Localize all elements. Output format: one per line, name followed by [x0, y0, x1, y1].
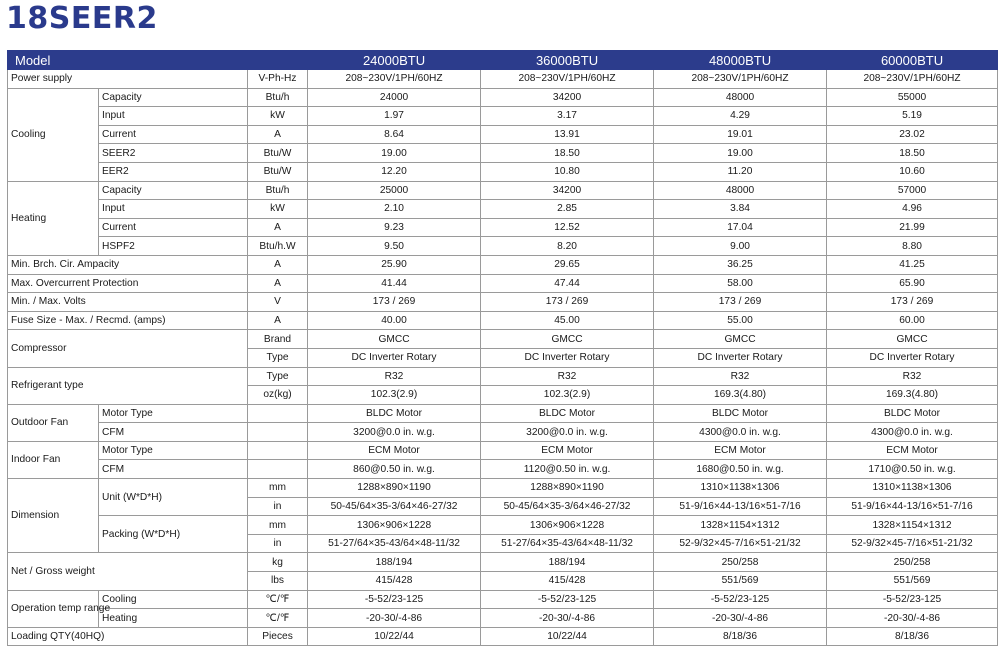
unit-cell: A	[248, 218, 308, 237]
model-column-header: 48000BTU	[654, 51, 827, 70]
row-sub-label: Current	[99, 125, 248, 144]
value-cell: 1288×890×1190	[481, 479, 654, 498]
value-cell: 41.44	[308, 274, 481, 293]
value-cell: 1.97	[308, 107, 481, 126]
table-row	[8, 88, 998, 107]
unit-cell: kg	[248, 553, 308, 572]
value-cell: 10/22/44	[481, 627, 654, 646]
value-cell: 23.02	[827, 125, 998, 144]
value-cell: R32	[308, 367, 481, 386]
value-cell: 29.65	[481, 255, 654, 274]
value-cell: 9.23	[308, 218, 481, 237]
row-sub-label: Cooling	[99, 590, 248, 609]
unit-cell: Btu/h	[248, 88, 308, 107]
value-cell: ECM Motor	[654, 441, 827, 460]
value-cell: 41.25	[827, 255, 998, 274]
value-cell: GMCC	[308, 330, 481, 349]
row-group-label: Min. / Max. Volts	[8, 293, 248, 312]
value-cell: -5-52/23-125	[827, 590, 998, 609]
value-cell: 173 / 269	[481, 293, 654, 312]
row-group-label: Power supply	[8, 70, 248, 89]
value-cell: 250/258	[654, 553, 827, 572]
value-cell: 860@0.50 in. w.g.	[308, 460, 481, 479]
unit-cell: ℃/℉	[248, 609, 308, 628]
table-row	[8, 330, 998, 349]
value-cell: 1288×890×1190	[308, 479, 481, 498]
value-cell: 4300@0.0 in. w.g.	[654, 423, 827, 442]
value-cell: 51-9/16×44-13/16×51-7/16	[654, 497, 827, 516]
value-cell: 51-27/64×35-43/64×48-11/32	[481, 534, 654, 553]
unit-cell: Brand	[248, 330, 308, 349]
row-sub-label: Input	[99, 107, 248, 126]
unit-cell: A	[248, 274, 308, 293]
table-row	[8, 200, 998, 219]
value-cell: BLDC Motor	[308, 404, 481, 423]
value-cell: 1680@0.50 in. w.g.	[654, 460, 827, 479]
unit-cell	[248, 441, 308, 460]
value-cell: 65.90	[827, 274, 998, 293]
value-cell: 188/194	[481, 553, 654, 572]
value-cell: 551/569	[654, 572, 827, 591]
value-cell: 52-9/32×45-7/16×51-21/32	[654, 534, 827, 553]
value-cell: R32	[481, 367, 654, 386]
unit-cell: in	[248, 497, 308, 516]
row-sub-label: Input	[99, 200, 248, 219]
unit-cell: mm	[248, 479, 308, 498]
model-column-header: 36000BTU	[481, 51, 654, 70]
value-cell: 169.3(4.80)	[654, 386, 827, 405]
value-cell: R32	[827, 367, 998, 386]
value-cell: 1306×906×1228	[481, 516, 654, 535]
unit-cell	[248, 460, 308, 479]
value-cell: 1710@0.50 in. w.g.	[827, 460, 998, 479]
value-cell: 173 / 269	[308, 293, 481, 312]
value-cell: 19.00	[308, 144, 481, 163]
unit-cell: Btu/W	[248, 162, 308, 181]
value-cell: R32	[654, 367, 827, 386]
value-cell: BLDC Motor	[654, 404, 827, 423]
model-column-header: 24000BTU	[308, 51, 481, 70]
table-row	[8, 404, 998, 423]
table-row	[8, 218, 998, 237]
row-group-label: Net / Gross weight	[8, 553, 248, 590]
value-cell: BLDC Motor	[827, 404, 998, 423]
row-sub-label: Motor Type	[99, 441, 248, 460]
value-cell: 5.19	[827, 107, 998, 126]
unit-cell: Type	[248, 367, 308, 386]
value-cell: 1310×1138×1306	[827, 479, 998, 498]
value-cell: 8.64	[308, 125, 481, 144]
value-cell: 8.20	[481, 237, 654, 256]
value-cell: 18.50	[827, 144, 998, 163]
unit-cell: V	[248, 293, 308, 312]
value-cell: 55.00	[654, 311, 827, 330]
value-cell: 8.80	[827, 237, 998, 256]
value-cell: 17.04	[654, 218, 827, 237]
table-row	[8, 311, 998, 330]
table-row	[8, 144, 998, 163]
value-cell: 173 / 269	[654, 293, 827, 312]
value-cell: 25000	[308, 181, 481, 200]
value-cell: 12.20	[308, 162, 481, 181]
row-group-label: Indoor Fan	[8, 441, 99, 478]
value-cell: 51-9/16×44-13/16×51-7/16	[827, 497, 998, 516]
value-cell: DC Inverter Rotary	[481, 348, 654, 367]
value-cell: 24000	[308, 88, 481, 107]
table-row	[8, 255, 998, 274]
value-cell: 18.50	[481, 144, 654, 163]
unit-cell	[248, 404, 308, 423]
value-cell: -20-30/-4-86	[481, 609, 654, 628]
unit-cell: A	[248, 311, 308, 330]
value-cell: 3.17	[481, 107, 654, 126]
value-cell: 102.3(2.9)	[481, 386, 654, 405]
value-cell: 57000	[827, 181, 998, 200]
unit-cell: ℃/℉	[248, 590, 308, 609]
value-cell: 1310×1138×1306	[654, 479, 827, 498]
value-cell: 3.84	[654, 200, 827, 219]
row-sub-label: Current	[99, 218, 248, 237]
row-group-label: Loading QTY(40HQ)	[8, 627, 248, 646]
value-cell: 34200	[481, 181, 654, 200]
value-cell: 208~230V/1PH/60HZ	[308, 70, 481, 89]
table-row	[8, 70, 998, 89]
unit-cell: A	[248, 125, 308, 144]
value-cell: 47.44	[481, 274, 654, 293]
table-row	[8, 460, 998, 479]
value-cell: -20-30/-4-86	[308, 609, 481, 628]
row-group-label: Max. Overcurrent Protection	[8, 274, 248, 293]
table-row	[8, 590, 998, 609]
value-cell: 415/428	[308, 572, 481, 591]
value-cell: 208~230V/1PH/60HZ	[481, 70, 654, 89]
row-sub-label: Capacity	[99, 181, 248, 200]
value-cell: 4.29	[654, 107, 827, 126]
row-group-label: Refrigerant type	[8, 367, 248, 404]
value-cell: 51-27/64×35-43/64×48-11/32	[308, 534, 481, 553]
spec-table	[7, 50, 998, 646]
unit-cell: Btu/h	[248, 181, 308, 200]
value-cell: 19.00	[654, 144, 827, 163]
value-cell: -5-52/23-125	[654, 590, 827, 609]
row-group-label: Cooling	[8, 88, 99, 181]
value-cell: 10.60	[827, 162, 998, 181]
value-cell: 10/22/44	[308, 627, 481, 646]
table-row	[8, 479, 998, 498]
row-sub-label: Unit (W*D*H)	[99, 479, 248, 516]
table-row	[8, 274, 998, 293]
row-sub-label: Heating	[99, 609, 248, 628]
value-cell: GMCC	[827, 330, 998, 349]
table-row	[8, 627, 998, 646]
value-cell: 48000	[654, 181, 827, 200]
table-row	[8, 107, 998, 126]
value-cell: 9.50	[308, 237, 481, 256]
row-sub-label: Motor Type	[99, 404, 248, 423]
value-cell: 34200	[481, 88, 654, 107]
value-cell: 58.00	[654, 274, 827, 293]
table-row	[8, 441, 998, 460]
value-cell: -20-30/-4-86	[654, 609, 827, 628]
value-cell: 4300@0.0 in. w.g.	[827, 423, 998, 442]
value-cell: 1306×906×1228	[308, 516, 481, 535]
value-cell: 11.20	[654, 162, 827, 181]
row-sub-label: CFM	[99, 460, 248, 479]
row-sub-label: Packing (W*D*H)	[99, 516, 248, 553]
row-group-label: Outdoor Fan	[8, 404, 99, 441]
row-group-label: Compressor	[8, 330, 248, 367]
row-sub-label: EER2	[99, 162, 248, 181]
unit-cell: mm	[248, 516, 308, 535]
model-column-header: 60000BTU	[827, 51, 998, 70]
unit-cell: Btu/W	[248, 144, 308, 163]
value-cell: 551/569	[827, 572, 998, 591]
value-cell: DC Inverter Rotary	[308, 348, 481, 367]
value-cell: 415/428	[481, 572, 654, 591]
row-group-label: Min. Brch. Cir. Ampacity	[8, 255, 248, 274]
unit-cell: oz(kg)	[248, 386, 308, 405]
header-row	[8, 51, 998, 70]
value-cell: ECM Motor	[308, 441, 481, 460]
value-cell: 48000	[654, 88, 827, 107]
value-cell: 1120@0.50 in. w.g.	[481, 460, 654, 479]
value-cell: 8/18/36	[827, 627, 998, 646]
unit-cell: Btu/h.W	[248, 237, 308, 256]
value-cell: 25.90	[308, 255, 481, 274]
value-cell: 3200@0.0 in. w.g.	[481, 423, 654, 442]
value-cell: 2.85	[481, 200, 654, 219]
value-cell: ECM Motor	[481, 441, 654, 460]
unit-cell: in	[248, 534, 308, 553]
row-sub-label: Capacity	[99, 88, 248, 107]
value-cell: -20-30/-4-86	[827, 609, 998, 628]
value-cell: 3200@0.0 in. w.g.	[308, 423, 481, 442]
value-cell: 8/18/36	[654, 627, 827, 646]
value-cell: 4.96	[827, 200, 998, 219]
row-group-label: Operation temp range	[8, 590, 99, 627]
value-cell: 1328×1154×1312	[827, 516, 998, 535]
value-cell: 102.3(2.9)	[308, 386, 481, 405]
value-cell: ECM Motor	[827, 441, 998, 460]
value-cell: 208~230V/1PH/60HZ	[654, 70, 827, 89]
value-cell: -5-52/23-125	[308, 590, 481, 609]
model-header: Model	[8, 51, 308, 70]
value-cell: 188/194	[308, 553, 481, 572]
table-row	[8, 423, 998, 442]
value-cell: GMCC	[654, 330, 827, 349]
value-cell: DC Inverter Rotary	[827, 348, 998, 367]
value-cell: 50-45/64×35-3/64×46-27/32	[308, 497, 481, 516]
value-cell: 9.00	[654, 237, 827, 256]
value-cell: 10.80	[481, 162, 654, 181]
value-cell: 2.10	[308, 200, 481, 219]
unit-cell: kW	[248, 200, 308, 219]
value-cell: 13.91	[481, 125, 654, 144]
table-row	[8, 237, 998, 256]
table-row	[8, 516, 998, 535]
table-row	[8, 293, 998, 312]
row-group-label: Heating	[8, 181, 99, 255]
value-cell: 55000	[827, 88, 998, 107]
value-cell: 19.01	[654, 125, 827, 144]
value-cell: 40.00	[308, 311, 481, 330]
value-cell: 12.52	[481, 218, 654, 237]
unit-cell: Pieces	[248, 627, 308, 646]
value-cell: 208~230V/1PH/60HZ	[827, 70, 998, 89]
row-group-label: Fuse Size - Max. / Recmd. (amps)	[8, 311, 248, 330]
value-cell: 173 / 269	[827, 293, 998, 312]
table-row	[8, 162, 998, 181]
value-cell: -5-52/23-125	[481, 590, 654, 609]
spec-table-body	[8, 70, 998, 646]
unit-cell: Type	[248, 348, 308, 367]
value-cell: 21.99	[827, 218, 998, 237]
table-row	[8, 125, 998, 144]
table-row	[8, 181, 998, 200]
row-group-label: Dimension	[8, 479, 99, 553]
value-cell: BLDC Motor	[481, 404, 654, 423]
unit-cell: lbs	[248, 572, 308, 591]
value-cell: 45.00	[481, 311, 654, 330]
value-cell: 36.25	[654, 255, 827, 274]
table-row	[8, 553, 998, 572]
table-row	[8, 367, 998, 386]
value-cell: DC Inverter Rotary	[654, 348, 827, 367]
unit-cell: kW	[248, 107, 308, 126]
value-cell: GMCC	[481, 330, 654, 349]
page-title: 18SEER2	[6, 1, 158, 36]
table-row	[8, 609, 998, 628]
row-sub-label: HSPF2	[99, 237, 248, 256]
value-cell: 50-45/64×35-3/64×46-27/32	[481, 497, 654, 516]
value-cell: 250/258	[827, 553, 998, 572]
row-sub-label: SEER2	[99, 144, 248, 163]
row-sub-label: CFM	[99, 423, 248, 442]
value-cell: 60.00	[827, 311, 998, 330]
unit-cell: V-Ph-Hz	[248, 70, 308, 89]
unit-cell: A	[248, 255, 308, 274]
value-cell: 1328×1154×1312	[654, 516, 827, 535]
unit-cell	[248, 423, 308, 442]
value-cell: 52-9/32×45-7/16×51-21/32	[827, 534, 998, 553]
value-cell: 169.3(4.80)	[827, 386, 998, 405]
